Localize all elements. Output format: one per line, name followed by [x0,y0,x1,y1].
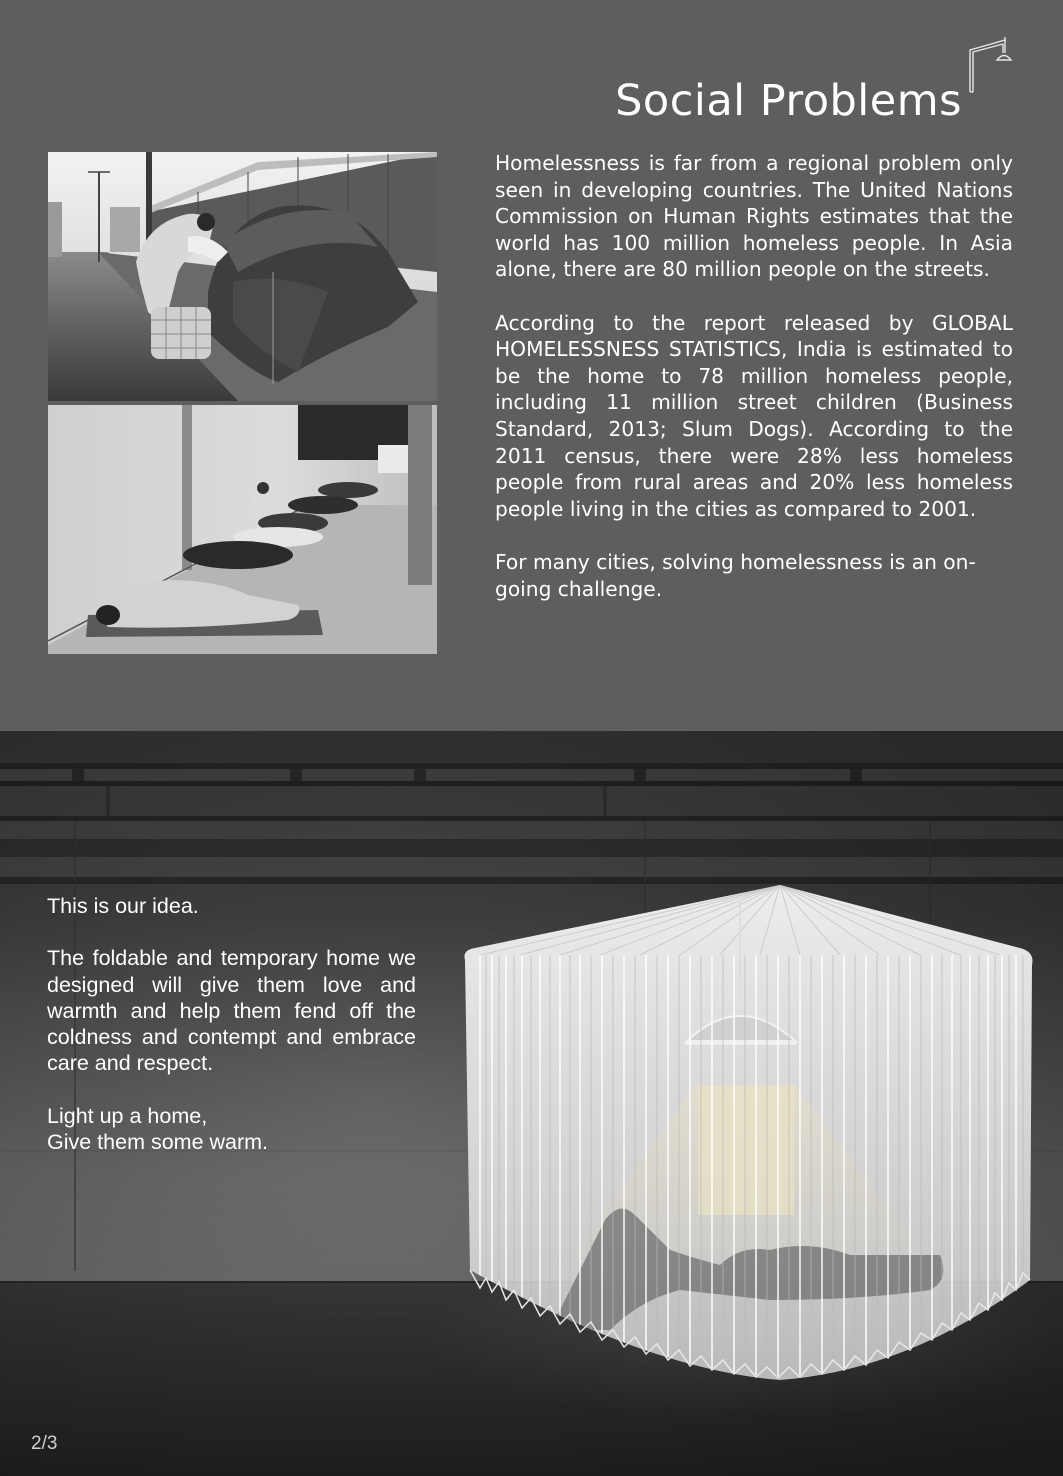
problem-section [0,0,1063,731]
foldable-shelter-rendering [440,870,1060,1410]
photo-tent-sidewalk [48,152,437,401]
slogan-line-2: Give them some warm. [47,1129,269,1154]
page-indicator: 2/3 [31,1433,58,1454]
street-lamp-icon [968,36,1020,94]
photo-collage [48,152,437,654]
article-paragraph: For many cities, solving homelessness is an ongoing challenge. [495,549,976,601]
idea-description: The foldable and temporary home we designed will give them love and warmth and help them fend off the coldness and contempt and embrace care and respect. [47,946,416,1076]
photo-sleeping-sidewalk [48,405,437,654]
article-paragraph: Homelessness is far from a regional problem only seen in developing countries. The United Nations Commission on Human Rights estimates that the world has 100 million homeless people. In Asia alone, there are 80 million people on the streets. [495,151,1013,282]
page-title: Social Problems [615,75,962,126]
idea-slogan [47,1103,416,1155]
article-text [495,150,1013,629]
idea-text [47,893,416,1181]
slogan-line-1: Light up a home, [47,1103,208,1128]
idea-intro: This is our idea. [47,894,199,918]
article-paragraph: According to the report released by GLOBAL HOMELESSNESS STATISTICS, India is estimated to be the home to 78 million homeless people, including 11 million street children (Business Standard, 2013; Slum Dogs). According to the 2011 census, there were 28% less homeless people from rural areas and 20% less homeless people living in the cities as compared to 2001. [495,310,1013,521]
